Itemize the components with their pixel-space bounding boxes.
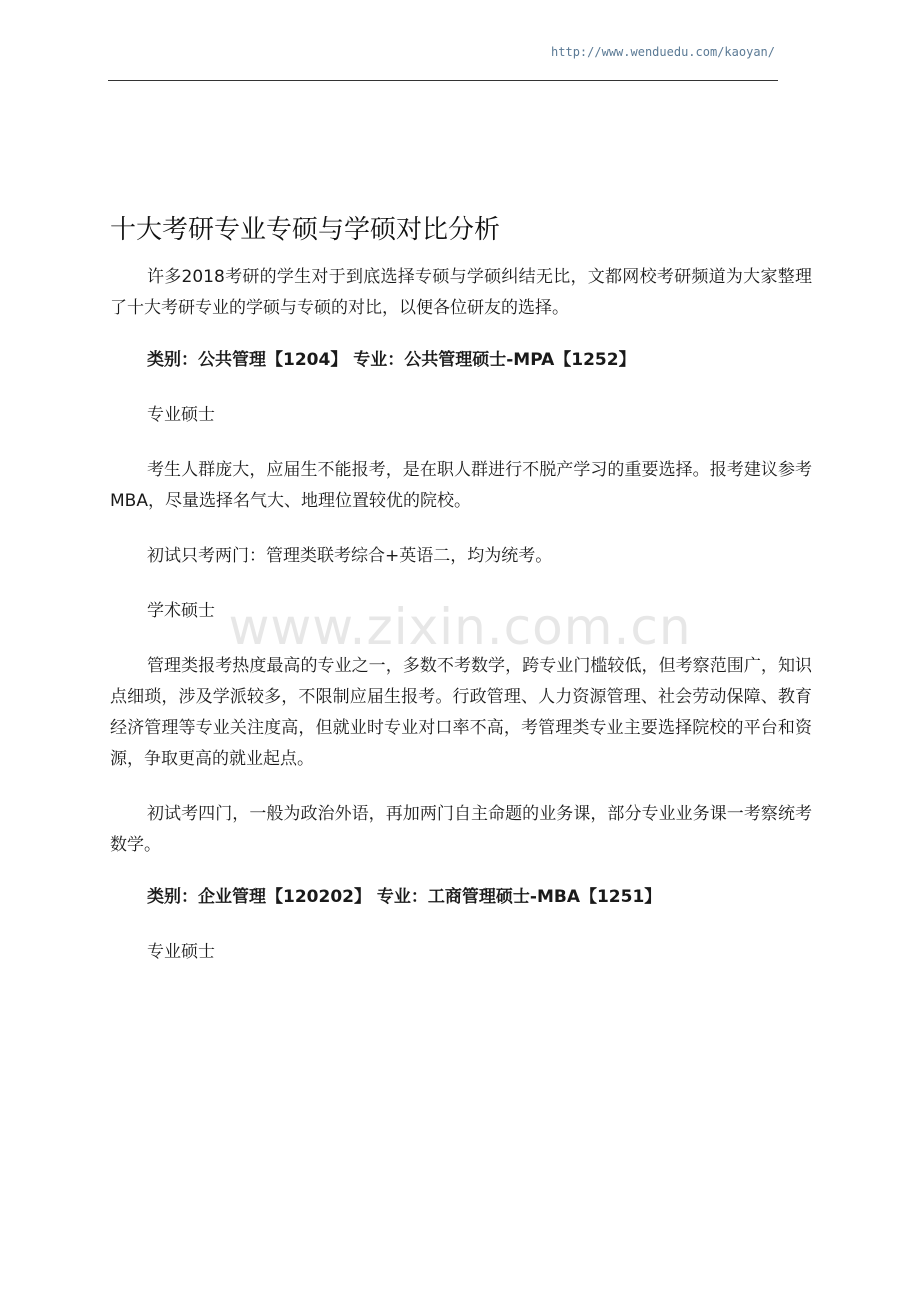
section-label-professional-mba: 专业硕士 bbox=[147, 942, 215, 962]
category-heading-mpa: 类别：公共管理【1204】 专业：公共管理硕士-MPA【1252】 bbox=[147, 350, 636, 370]
header-divider bbox=[108, 80, 778, 81]
article-body bbox=[110, 208, 812, 968]
header-url[interactable]: http://www.wenduedu.com/kaoyan/ bbox=[551, 45, 775, 59]
article-title: 十大考研专业专硕与学硕对比分析 bbox=[110, 215, 501, 245]
section-label-professional-mpa: 专业硕士 bbox=[147, 405, 215, 425]
mpa-professional-description: 考生人群庞大，应届生不能报考，是在职人群进行不脱产学习的重要选择。报考建议参考MBA，尽量选择名气大、地理位置较优的院校。 bbox=[110, 460, 812, 511]
section-label-academic: 学术硕士 bbox=[147, 601, 215, 621]
academic-description: 管理类报考热度最高的专业之一，多数不考数学，跨专业门槛较低，但考察范围广，知识点细琐，涉及学派较多，不限制应届生报考。行政管理、人力资源管理、社会劳动保障、教育经济管理等专业关注度高，但就业时专业对口率不高，考管理类专业主要选择院校的平台和资源，争取更高的就业起点。 bbox=[110, 656, 812, 769]
watermark: www.zixin.com.cn bbox=[228, 598, 692, 656]
mpa-exam-subjects: 初试只考两门：管理类联考综合+英语二，均为统考。 bbox=[147, 546, 553, 566]
academic-exam-subjects: 初试考四门，一般为政治外语，再加两门自主命题的业务课，部分专业业务课一考察统考数学。 bbox=[110, 804, 812, 855]
category-heading-mba: 类别：企业管理【120202】 专业：工商管理硕士-MBA【1251】 bbox=[147, 887, 662, 907]
intro-paragraph: 许多2018考研的学生对于到底选择专硕与学硕纠结无比，文都网校考研频道为大家整理了十大考研专业的学硕与专硕的对比，以便各位研友的选择。 bbox=[110, 267, 812, 318]
